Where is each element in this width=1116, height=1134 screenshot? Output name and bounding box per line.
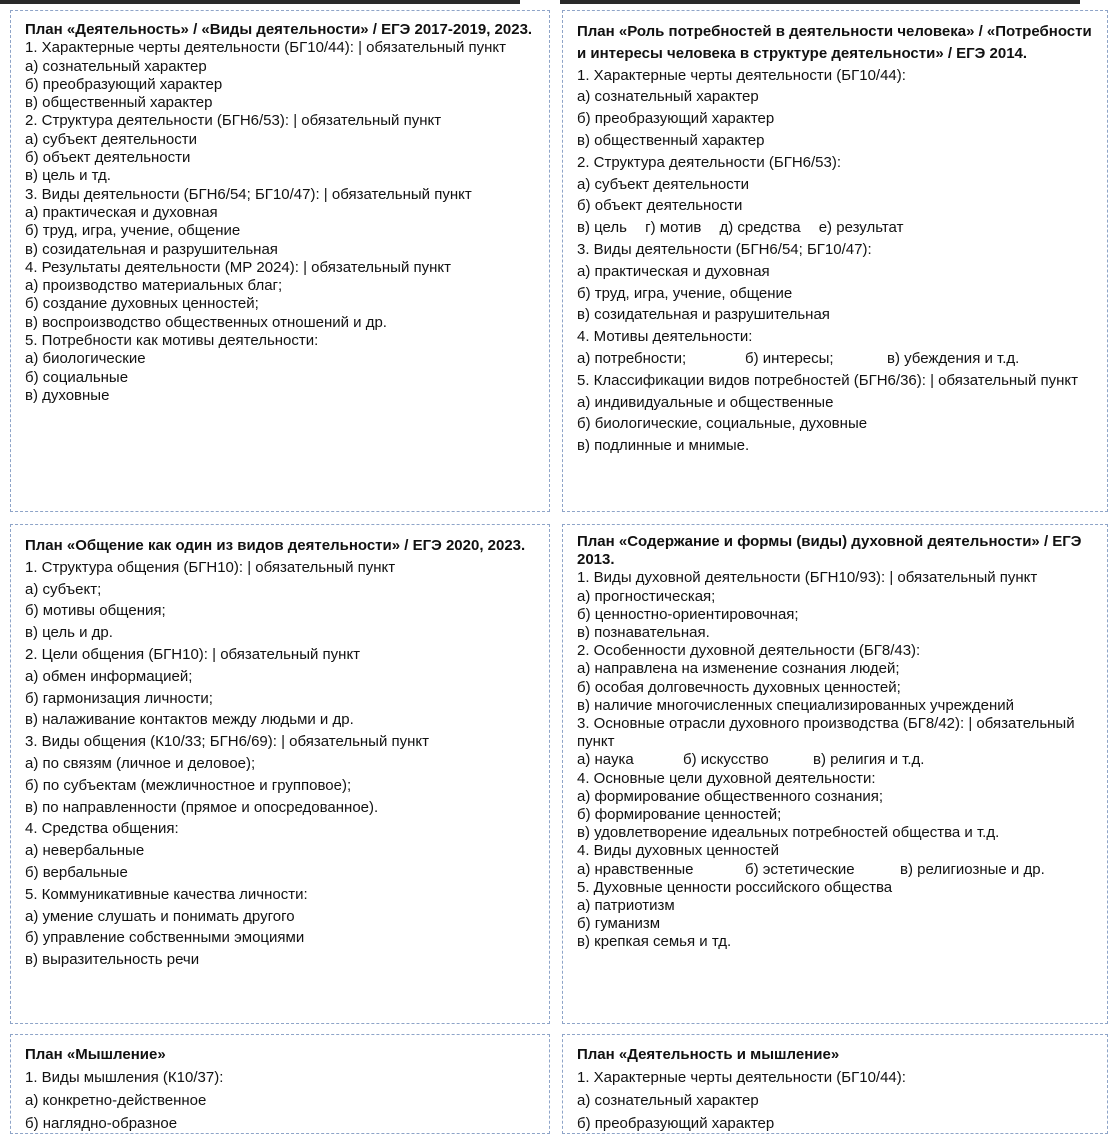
- plan-subitem: в) религия и т.д.: [813, 751, 925, 769]
- plan-title: План «Общение как один из видов деятельности» / ЕГЭ 2020, 2023.: [25, 537, 526, 554]
- plan-item: 2. Особенности духовной деятельности (БГ8/43):: [577, 642, 921, 660]
- plan-item: б) труд, игра, учение, общение: [25, 222, 241, 240]
- plan-item: 1. Структура общения (БГН10): | обязательный пункт: [25, 558, 396, 576]
- plan-item: в) созидательная и разрушительная: [25, 240, 278, 258]
- plan-item: в) крепкая семья и тд.: [577, 933, 732, 951]
- plan-subitem: а) наука: [577, 751, 634, 769]
- plan-item: в) подлинные и мнимые.: [577, 437, 750, 455]
- plan-subitem: е) результат: [818, 219, 904, 237]
- plan-subitem: а) потребности;: [577, 349, 687, 367]
- cropped-top-text: [0, 0, 1116, 6]
- plan-item: в) общественный характер: [577, 131, 765, 149]
- plan-item: 4. Средства общения:: [25, 820, 179, 838]
- plan-item: а) направлена на изменение сознания людей;: [577, 660, 900, 678]
- plan-item: 3. Виды деятельности (БГН6/54; БГ10/47): | обязательный пункт: [25, 185, 472, 203]
- plan-item: а) конкретно-действенное: [25, 1092, 207, 1109]
- plan-item: в) по направленности (прямое и опосредованное).: [25, 798, 379, 816]
- plan-title: План «Мышление»: [25, 1046, 166, 1063]
- plan-item: б) мотивы общения;: [25, 602, 166, 620]
- plan-item: б) объект деятельности: [25, 149, 191, 167]
- plan-subitem: б) искусство: [683, 751, 769, 769]
- plan-card-thinking: [10, 1034, 550, 1134]
- plan-item: 1. Характерные черты деятельности (БГ10/44): | обязательный пункт: [25, 39, 507, 57]
- plan-card-needs: [562, 10, 1108, 512]
- plan-item: в) выразительность речи: [25, 951, 200, 969]
- plan-item: в) созидательная и разрушительная: [577, 306, 830, 324]
- plan-item: в) духовные: [25, 386, 110, 404]
- plan-item: а) производство материальных благ;: [25, 277, 283, 295]
- plan-card-activity: [10, 10, 550, 512]
- plan-item: б) преобразующий характер: [577, 110, 775, 128]
- plan-item: в) удовлетворение идеальных потребностей общества и т.д.: [577, 824, 1000, 842]
- plan-item: а) субъект деятельности: [25, 130, 197, 148]
- plan-item: а) практическая и духовная: [577, 262, 770, 280]
- plan-item: а) сознательный характер: [577, 1092, 759, 1109]
- plan-item: б) наглядно-образное: [25, 1115, 178, 1132]
- plan-item: 4. Мотивы деятельности:: [577, 328, 753, 346]
- plan-subitem: а) нравственные: [577, 860, 694, 878]
- plan-subitem: б) эстетические: [745, 860, 855, 878]
- plan-subitem: в) религиозные и др.: [900, 860, 1045, 878]
- plan-item: 4. Виды духовных ценностей: [577, 842, 779, 860]
- plan-subitem: д) средства: [719, 219, 801, 237]
- plan-item-row: [577, 348, 1101, 370]
- plan-item: 3. Виды деятельности (БГН6/54; БГ10/47):: [577, 240, 872, 258]
- plan-item: б) преобразующий характер: [25, 75, 223, 93]
- plan-item: б) биологические, социальные, духовные: [577, 415, 868, 433]
- plan-item: б) создание духовных ценностей;: [25, 295, 259, 313]
- plan-item: б) формирование ценностей;: [577, 806, 782, 824]
- plan-item: а) формирование общественного сознания;: [577, 787, 884, 805]
- plan-item: а) сознательный характер: [577, 88, 759, 106]
- plan-item: б) гармонизация личности;: [25, 689, 213, 707]
- plan-item: а) практическая и духовная: [25, 203, 218, 221]
- plan-item: б) особая долговечность духовных ценностей;: [577, 678, 901, 696]
- plan-card-communication: [10, 524, 550, 1024]
- plan-title: План «Содержание и формы (виды) духовной деятельности» / ЕГЭ 2013.: [577, 533, 1082, 569]
- plan-subitem: в) убеждения и т.д.: [887, 349, 1020, 367]
- plan-item: б) вербальные: [25, 863, 128, 881]
- plan-item: в) цель и тд.: [25, 167, 111, 185]
- plan-item: 2. Структура деятельности (БГН6/53): | обязательный пункт: [25, 112, 442, 130]
- plan-item: а) индивидуальные и общественные: [577, 393, 834, 411]
- plan-title: План «Деятельность» / «Виды деятельности» / ЕГЭ 2017-2019, 2023.: [25, 21, 533, 38]
- plan-item-row: [577, 217, 1101, 239]
- plan-item: в) наличие многочисленных специализированных учреждений: [577, 696, 1014, 714]
- plan-item: а) по связям (личное и деловое);: [25, 754, 256, 772]
- plan-item: а) биологические: [25, 350, 146, 368]
- plan-item-row: [577, 751, 1101, 769]
- plan-item: в) цель и др.: [25, 624, 113, 642]
- plan-subitem: в) цель: [577, 219, 627, 237]
- plan-item: 5. Потребности как мотивы деятельности:: [25, 332, 319, 350]
- plan-item: б) по субъектам (межличностное и групповое);: [25, 776, 352, 794]
- plan-item: 2. Структура деятельности (БГН6/53):: [577, 153, 842, 171]
- plan-item: 1. Виды духовной деятельности (БГН10/93): | обязательный пункт: [577, 569, 1038, 587]
- plan-item: б) объект деятельности: [577, 197, 743, 215]
- plan-item: 2. Цели общения (БГН10): | обязательный пункт: [25, 645, 361, 663]
- plan-item-row: [577, 861, 1101, 879]
- plan-item: а) умение слушать и понимать другого: [25, 907, 295, 925]
- plan-item: б) преобразующий характер: [577, 1115, 775, 1132]
- plan-item: 3. Виды общения (К10/33; БГН6/69): | обязательный пункт: [25, 733, 430, 751]
- plan-item: б) управление собственными эмоциями: [25, 929, 305, 947]
- plan-item: 4. Основные цели духовной деятельности:: [577, 769, 876, 787]
- plan-item: а) субъект;: [25, 580, 102, 598]
- plan-item: а) прогностическая;: [577, 587, 716, 605]
- plan-subitem: г) мотив: [645, 219, 702, 237]
- plan-item: 5. Коммуникативные качества личности:: [25, 885, 308, 903]
- plan-item: а) обмен информацией;: [25, 667, 193, 685]
- plan-card-activity-thinking: [562, 1034, 1108, 1134]
- plan-item: 1. Характерные черты деятельности (БГ10/44):: [577, 66, 906, 84]
- plan-item: б) социальные: [25, 368, 129, 386]
- plan-item: б) гуманизм: [577, 915, 661, 933]
- plan-title: План «Деятельность и мышление»: [577, 1046, 840, 1063]
- plan-item: 1. Виды мышления (К10/37):: [25, 1069, 224, 1086]
- plan-item: 1. Характерные черты деятельности (БГ10/44):: [577, 1069, 906, 1086]
- plan-item: в) познавательная.: [577, 624, 710, 642]
- plan-item: в) воспроизводство общественных отношений и др.: [25, 313, 387, 331]
- plan-item: а) патриотизм: [577, 897, 675, 915]
- plan-item: в) налаживание контактов между людьми и др.: [25, 711, 354, 729]
- plan-subitem: б) интересы;: [745, 349, 834, 367]
- plan-item: 4. Результаты деятельности (МР 2024): | обязательный пункт: [25, 258, 451, 276]
- plan-item: 5. Духовные ценности российского общества: [577, 878, 893, 896]
- plan-item: 5. Классификации видов потребностей (БГН6/36): | обязательный пункт: [577, 371, 1078, 389]
- plan-item: а) невербальные: [25, 842, 145, 860]
- plan-card-spiritual: [562, 524, 1108, 1024]
- plan-title: План «Роль потребностей в деятельности человека» / «Потребности и интересы человека в структуре деятельности» / ЕГЭ 2014.: [577, 23, 1092, 62]
- plan-item: а) сознательный характер: [25, 57, 207, 75]
- plan-item: а) субъект деятельности: [577, 175, 749, 193]
- plan-item: б) ценностно-ориентировочная;: [577, 605, 799, 623]
- plan-item: в) общественный характер: [25, 94, 213, 112]
- plan-item: б) труд, игра, учение, общение: [577, 284, 793, 302]
- plan-item: 3. Основные отрасли духовного производства (БГ8/42): | обязательный пункт: [577, 715, 1075, 751]
